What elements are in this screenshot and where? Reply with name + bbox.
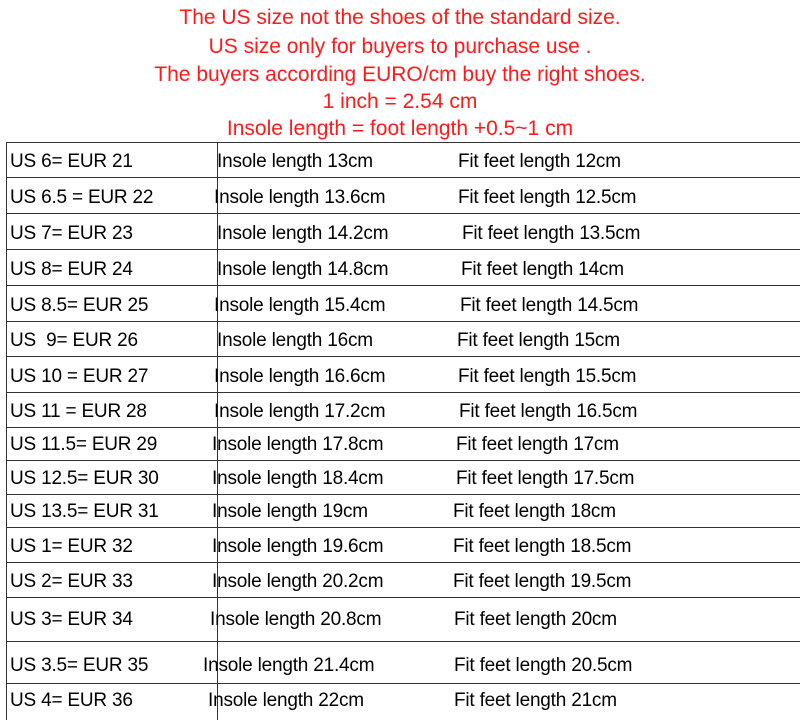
size-cell: US 4= EUR 36 bbox=[10, 690, 133, 711]
size-cell: US 9= EUR 26 bbox=[10, 330, 138, 351]
insole-cell: Insole length 16cm bbox=[217, 330, 373, 351]
size-cell: US 11 = EUR 28 bbox=[10, 401, 147, 422]
table-row bbox=[7, 286, 800, 322]
insole-cell: Insole length 17.2cm bbox=[214, 401, 386, 422]
size-cell: US 7= EUR 23 bbox=[10, 223, 133, 244]
insole-cell: Insole length 19cm bbox=[212, 501, 368, 522]
size-cell: US 10 = EUR 27 bbox=[10, 366, 149, 387]
size-cell: US 2= EUR 33 bbox=[10, 571, 133, 592]
notice-line-2: US size only for buyers to purchase use . bbox=[208, 35, 592, 58]
fit-cell: Fit feet length 12cm bbox=[458, 151, 621, 172]
table-row bbox=[7, 528, 800, 563]
insole-cell: Insole length 15.4cm bbox=[214, 295, 386, 316]
fit-cell: Fit feet length 12.5cm bbox=[458, 187, 637, 208]
table-row bbox=[7, 214, 800, 250]
conversion-note: 1 inch = 2.54 cm bbox=[322, 90, 478, 113]
table-row bbox=[7, 684, 800, 720]
fit-cell: Fit feet length 21cm bbox=[454, 690, 617, 711]
table-row bbox=[7, 178, 800, 214]
fit-cell: Fit feet length 15.5cm bbox=[458, 366, 637, 387]
table-row bbox=[7, 322, 800, 357]
table-row bbox=[7, 495, 800, 528]
size-cell: US 1= EUR 32 bbox=[10, 536, 133, 557]
fit-cell: Fit feet length 17.5cm bbox=[456, 468, 635, 489]
insole-cell: Insole length 20.8cm bbox=[210, 609, 382, 630]
insole-cell: Insole length 19.6cm bbox=[212, 536, 384, 557]
size-cell: US 8.5= EUR 25 bbox=[10, 295, 149, 316]
insole-cell: Insole length 20.2cm bbox=[212, 571, 384, 592]
size-notes-header bbox=[0, 0, 800, 142]
size-cell: US 6.5 = EUR 22 bbox=[10, 187, 154, 208]
table-row bbox=[7, 642, 800, 684]
size-cell: US 11.5= EUR 29 bbox=[10, 434, 158, 455]
table-row bbox=[7, 428, 800, 461]
table-row bbox=[7, 250, 800, 286]
insole-formula: Insole length = foot length +0.5~1 cm bbox=[226, 117, 574, 140]
table-row bbox=[7, 598, 800, 642]
fit-cell: Fit feet length 20cm bbox=[454, 609, 617, 630]
fit-cell: Fit feet length 13.5cm bbox=[462, 223, 641, 244]
insole-cell: Insole length 13.6cm bbox=[214, 187, 386, 208]
notice-line-1: The US size not the shoes of the standard size. bbox=[179, 6, 621, 29]
insole-cell: Insole length 18.4cm bbox=[212, 468, 384, 489]
insole-cell: Insole length 13cm bbox=[217, 151, 373, 172]
fit-cell: Fit feet length 15cm bbox=[457, 330, 620, 351]
size-cell: US 3.5= EUR 35 bbox=[10, 655, 149, 676]
fit-cell: Fit feet length 18.5cm bbox=[453, 536, 632, 557]
size-cell: US 6= EUR 21 bbox=[10, 151, 133, 172]
table-row bbox=[7, 563, 800, 598]
fit-cell: Fit feet length 16.5cm bbox=[459, 401, 638, 422]
size-cell: US 13.5= EUR 31 bbox=[10, 501, 159, 522]
size-cell: US 12.5= EUR 30 bbox=[10, 468, 159, 489]
insole-cell: Insole length 17.8cm bbox=[212, 434, 384, 455]
size-cell: US 8= EUR 24 bbox=[10, 259, 133, 280]
fit-cell: Fit feet length 20.5cm bbox=[454, 655, 633, 676]
insole-cell: Insole length 14.8cm bbox=[217, 259, 389, 280]
table-row bbox=[7, 357, 800, 393]
insole-cell: Insole length 14.2cm bbox=[217, 223, 389, 244]
table-row bbox=[7, 393, 800, 428]
insole-cell: Insole length 21.4cm bbox=[203, 655, 375, 676]
fit-cell: Fit feet length 14cm bbox=[461, 259, 624, 280]
size-cell: US 3= EUR 34 bbox=[10, 609, 133, 630]
table-row bbox=[7, 143, 800, 178]
fit-cell: Fit feet length 19.5cm bbox=[453, 571, 632, 592]
fit-cell: Fit feet length 18cm bbox=[453, 501, 616, 522]
insole-cell: Insole length 22cm bbox=[208, 690, 364, 711]
fit-cell: Fit feet length 14.5cm bbox=[460, 295, 639, 316]
table-row bbox=[7, 461, 800, 495]
fit-cell: Fit feet length 17cm bbox=[456, 434, 619, 455]
size-chart-table bbox=[6, 142, 800, 720]
notice-line-3: The buyers according EURO/cm buy the right shoes. bbox=[154, 63, 646, 86]
insole-cell: Insole length 16.6cm bbox=[214, 366, 386, 387]
